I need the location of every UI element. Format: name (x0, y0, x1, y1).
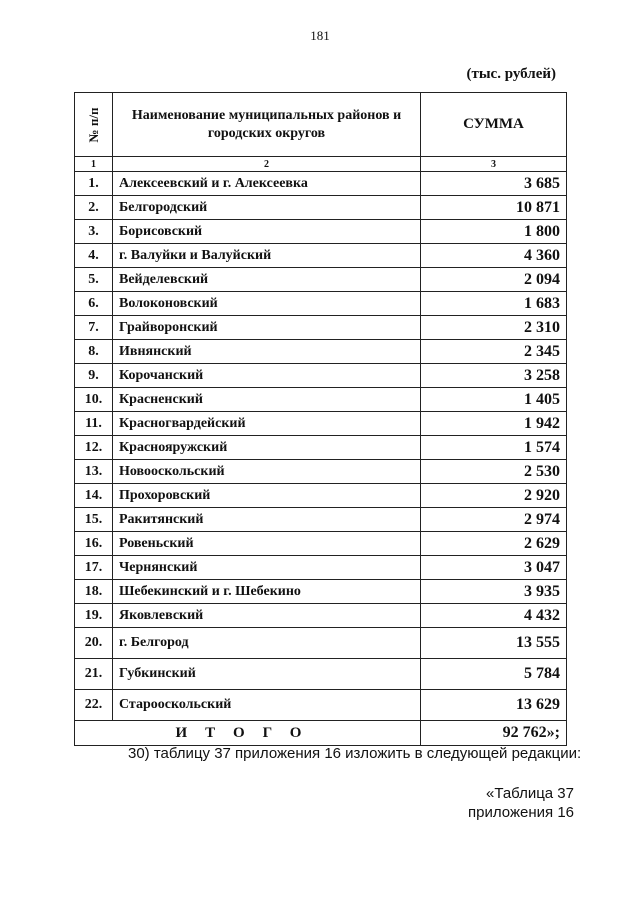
row-sum: 2 629 (421, 532, 567, 556)
table-row (75, 580, 567, 604)
row-name: Шебекинский и г. Шебекино (113, 580, 421, 604)
table-row (75, 364, 567, 388)
row-sum: 13 555 (421, 628, 567, 659)
row-sum: 3 258 (421, 364, 567, 388)
page-number: 181 (310, 28, 330, 43)
row-sum: 2 920 (421, 484, 567, 508)
row-name: г. Валуйки и Валуйский (113, 244, 421, 268)
row-sum: 1 574 (421, 436, 567, 460)
row-number: 6. (75, 292, 113, 316)
row-name: Краснояружский (113, 436, 421, 460)
row-number: 11. (75, 412, 113, 436)
row-number: 12. (75, 436, 113, 460)
budget-table (74, 92, 567, 746)
row-name: Прохоровский (113, 484, 421, 508)
row-name: г. Белгород (113, 628, 421, 659)
row-number: 1. (75, 172, 113, 196)
table-row (75, 556, 567, 580)
row-sum: 13 629 (421, 690, 567, 721)
units-note: (тыс. рублей) (466, 66, 556, 82)
table-row (75, 292, 567, 316)
row-name: Чернянский (113, 556, 421, 580)
row-name: Ракитянский (113, 508, 421, 532)
table-row (75, 268, 567, 292)
row-name: Волоконовский (113, 292, 421, 316)
row-number: 8. (75, 340, 113, 364)
table-row (75, 690, 567, 721)
row-number: 14. (75, 484, 113, 508)
table-row (75, 316, 567, 340)
table-row (75, 659, 567, 690)
row-number: 16. (75, 532, 113, 556)
table-row (75, 436, 567, 460)
table-row (75, 172, 567, 196)
row-sum: 3 685 (421, 172, 567, 196)
row-sum: 10 871 (421, 196, 567, 220)
table-body (75, 172, 567, 721)
column-number: 2 (113, 157, 421, 172)
table-row (75, 460, 567, 484)
row-name: Ровеньский (113, 532, 421, 556)
caption-line: приложения 16 (468, 804, 574, 821)
row-number: 19. (75, 604, 113, 628)
row-sum: 2 310 (421, 316, 567, 340)
row-sum: 1 800 (421, 220, 567, 244)
row-sum: 3 047 (421, 556, 567, 580)
table-row (75, 244, 567, 268)
row-name: Борисовский (113, 220, 421, 244)
row-number: 9. (75, 364, 113, 388)
row-name: Красненский (113, 388, 421, 412)
header-name: Наименование муниципальных районов и городских округов (113, 93, 421, 157)
total-sum: 92 762»; (421, 721, 567, 746)
table-header-row (75, 93, 567, 157)
row-sum: 2 530 (421, 460, 567, 484)
row-sum: 1 942 (421, 412, 567, 436)
table-row (75, 628, 567, 659)
header-sum: СУММА (421, 93, 567, 157)
row-name: Корочанский (113, 364, 421, 388)
table-row (75, 484, 567, 508)
row-name: Новооскольский (113, 460, 421, 484)
row-sum: 5 784 (421, 659, 567, 690)
row-name: Губкинский (113, 659, 421, 690)
row-name: Алексеевский и г. Алексеевка (113, 172, 421, 196)
row-number: 5. (75, 268, 113, 292)
row-name: Белгородский (113, 196, 421, 220)
total-row (75, 721, 567, 746)
table-row (75, 196, 567, 220)
row-number: 2. (75, 196, 113, 220)
table-row (75, 220, 567, 244)
row-number: 10. (75, 388, 113, 412)
row-number: 17. (75, 556, 113, 580)
table-row (75, 388, 567, 412)
row-number: 7. (75, 316, 113, 340)
table-caption (468, 784, 574, 822)
row-number: 4. (75, 244, 113, 268)
table-row (75, 604, 567, 628)
total-label: ИТОГО (75, 721, 421, 746)
row-sum: 4 360 (421, 244, 567, 268)
row-name: Грайворонский (113, 316, 421, 340)
row-sum: 4 432 (421, 604, 567, 628)
row-name: Вейделевский (113, 268, 421, 292)
row-sum: 1 683 (421, 292, 567, 316)
column-number: 3 (421, 157, 567, 172)
row-sum: 1 405 (421, 388, 567, 412)
row-number: 21. (75, 659, 113, 690)
table-row (75, 340, 567, 364)
row-name: Ивнянский (113, 340, 421, 364)
table-row (75, 532, 567, 556)
row-number: 15. (75, 508, 113, 532)
row-name: Яковлевский (113, 604, 421, 628)
column-number: 1 (75, 157, 113, 172)
table-row (75, 508, 567, 532)
row-number: 3. (75, 220, 113, 244)
amendment-paragraph: 30) таблицу 37 приложения 16 изложить в следующей редакции: (128, 745, 582, 762)
column-number-row (75, 157, 567, 172)
row-number: 22. (75, 690, 113, 721)
row-sum: 2 974 (421, 508, 567, 532)
row-name: Красногвардейский (113, 412, 421, 436)
row-sum: 2 345 (421, 340, 567, 364)
header-number: № п/п (85, 107, 101, 142)
header-number-cell (75, 93, 113, 157)
row-number: 20. (75, 628, 113, 659)
row-number: 18. (75, 580, 113, 604)
caption-line: «Таблица 37 (485, 785, 574, 802)
row-number: 13. (75, 460, 113, 484)
table-row (75, 412, 567, 436)
row-name: Старооскольский (113, 690, 421, 721)
row-sum: 3 935 (421, 580, 567, 604)
row-sum: 2 094 (421, 268, 567, 292)
